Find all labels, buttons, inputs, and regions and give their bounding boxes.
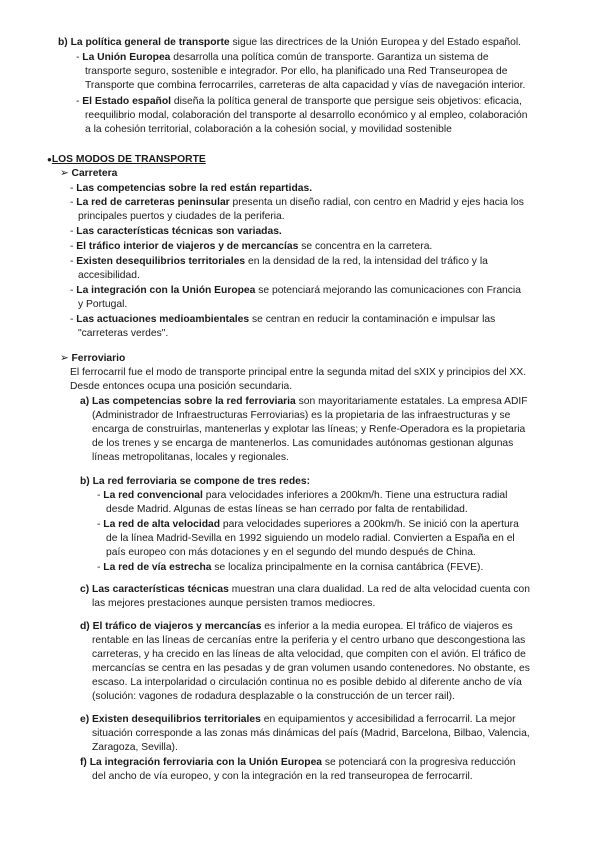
bold-term: La red ferroviaria se compone de tres redes: — [92, 476, 311, 487]
list-marker: e) — [80, 714, 90, 725]
list-marker: d) — [80, 621, 90, 632]
text-line: país europeo con más dotaciones y en el segundo del mundo después de China. — [106, 547, 476, 558]
bold-term: La integración ferroviaria con la Unión Europea — [89, 757, 323, 768]
bold-term: La política general de transporte — [70, 37, 230, 48]
text-line: de la línea Madrid-Sevilla en 1992 siguiendo un modelo radial. Convierten a España en el — [106, 533, 515, 544]
bold-term: La red convencional — [103, 490, 203, 501]
text-line: principales puertos y ciudades de la periferia. — [78, 211, 285, 222]
bullet-icon: ● — [47, 155, 52, 164]
text-line: y Portugal. — [78, 299, 128, 310]
text-span: se potenciará mejorando las comunicaciones con Francia — [255, 285, 521, 296]
bold-term: La red de vía estrecha — [103, 562, 212, 573]
subsection-title: Ferroviario — [71, 353, 126, 364]
item-b — [80, 475, 310, 488]
text-line: de los trenes y se encarga de mantenerlos. Las comunidades autónomas gestionan algunas — [92, 438, 514, 449]
text-span: muestran una clara dualidad. La red de alta velocidad cuenta con — [228, 584, 530, 595]
text-span: se potenciará con la progresiva reducción — [322, 757, 516, 768]
bold-term: El tráfico de viajeros y mercancías — [92, 621, 262, 632]
list-item: - La integración con la Unión Europea se potenciará mejorando las comunicaciones con Francia — [70, 285, 521, 296]
text-line: Desde entonces ocupa una posición secundaria. — [70, 381, 293, 392]
text-span: diseña la política general de transporte que persigue seis objetivos: eficacia, — [171, 96, 522, 107]
text-line: reequilibrio modal, colaboración del transporte al desarrollo económico y al empleo, colaboración — [85, 110, 528, 121]
politica-heading — [58, 36, 521, 49]
bold-term: Las características técnicas son variadas. — [76, 226, 282, 237]
text-span: se centran en reducir la contaminación e impulsar las — [249, 314, 496, 325]
text-line: accesibilidad. — [78, 270, 140, 281]
list-item: - La red de carreteras peninsular presenta un diseño radial, con centro en Madrid y ejes hacia los — [70, 197, 524, 208]
text-span: presenta un diseño radial, con centro en Madrid y ejes hacia los — [229, 197, 524, 208]
text-line: (Administrador de Infraestructuras Ferroviarias) es la propietaria de las infraestructuras y se — [92, 410, 511, 421]
text-line: escaso. La interpolaridad o circulación continua no es posible debido al diferente ancho de vía — [92, 677, 522, 688]
bold-term: Las actuaciones medioambientales — [76, 314, 250, 325]
bold-term: Existen desequilibrios territoriales — [76, 256, 246, 267]
text-line: situación corresponde a las zonas más dinámicas del país (Madrid, Barcelona, Bilbao, Valencia, — [92, 728, 530, 739]
bold-term: El tráfico interior de viajeros y de mercancías — [76, 241, 299, 252]
subsection-title: Carretera — [71, 168, 118, 179]
text-line: Transporte que combina ferrocarriles, carreteras de alta capacidad y vías de navegación interior. — [85, 80, 526, 91]
item-a — [80, 395, 528, 408]
text-span: para velocidades superiores a 200km/h. Se inició con la apertura — [220, 519, 519, 530]
list-marker: b) — [58, 37, 68, 48]
bold-term: Las competencias sobre la red ferroviaria — [92, 396, 296, 407]
sub-item: - La red de alta velocidad para velocidades superiores a 200km/h. Se inició con la apertura — [97, 519, 519, 530]
text-span: se concentra en la carretera. — [298, 241, 433, 252]
text-span: sigue las directrices de la Unión Europea y del Estado español. — [229, 37, 522, 48]
bold-term: La Unión Europea — [82, 52, 171, 63]
bold-term: Existen desequilibrios territoriales — [92, 714, 261, 725]
text-line: las mejores prestaciones aunque persisten tramos mediocres. — [92, 598, 376, 609]
section-heading — [47, 153, 206, 166]
text-span: es inferior a la media europea. El tráfico de viajeros es — [261, 621, 513, 632]
text-span: se localiza principalmente en la cornisa cantábrica (FEVE). — [211, 562, 484, 573]
bold-term: La red de alta velocidad — [103, 519, 221, 530]
text-line: carreteras, y ha crecido en las líneas de alta velocidad, que compiten con el avión. El tráfico de — [92, 649, 526, 660]
item-f — [80, 756, 516, 769]
section-title: LOS MODOS DE TRANSPORTE — [51, 154, 206, 165]
bold-term: Las características técnicas — [92, 584, 229, 595]
list-marker: a) — [80, 396, 90, 407]
text-line: (solución: vagones de rodadura desplazable o la construcción de un tercer rail). — [92, 691, 455, 702]
text-line: a la cohesión territorial, colaboración a la cohesión social, y movilidad sostenible — [85, 124, 452, 135]
list-item: - Las competencias sobre la red están repartidas. — [70, 183, 313, 194]
text-span: en equipamientos y accesibilidad a ferrocarril. La mejor — [260, 714, 516, 725]
list-item: - El tráfico interior de viajeros y de mercancías se concentra en la carretera. — [70, 241, 433, 252]
text-span: son mayoritariamente estatales. La empresa ADIF — [295, 396, 528, 407]
list-marker: c) — [80, 584, 90, 595]
text-line: transporte seguro, sostenible e integrador. Por ello, ha planificado una Red Transeuropea de — [85, 66, 508, 77]
carretera-heading — [60, 167, 117, 180]
text-line: rentable en las líneas de cercanías entre la periferia y el centro urbano que descongestiona las — [92, 635, 526, 646]
text-span: desarrolla una política común de transporte. Garantiza un sistema de — [170, 52, 489, 63]
text-span: para velocidades inferiores a 200km/h. Tiene una estructura radial — [202, 490, 508, 501]
ferroviario-heading — [60, 352, 125, 365]
text-line: Zaragoza, Sevilla). — [92, 742, 178, 753]
text-line: desde Madrid. Algunas de estas líneas se han cerrado por falta de rentabilidad. — [106, 504, 468, 515]
bold-term: Las competencias sobre la red están repartidas. — [76, 183, 313, 194]
list-item: - Las actuaciones medioambientales se centran en reducir la contaminación e impulsar las — [70, 314, 496, 325]
text-line: encarga de construirlas, mantenerlas y explotar las líneas; y Renfe-Operadora es la propietaria — [92, 424, 526, 435]
bold-term: El Estado español — [82, 96, 171, 107]
list-item: - Las características técnicas son variadas. — [70, 226, 282, 237]
text-line: del ancho de vía europeo, y con la integración en la red transeuropea de ferrocarril. — [92, 771, 473, 782]
arrow-icon: ➢ — [60, 353, 69, 364]
list-marker: f) — [80, 757, 87, 768]
text-line: "carreteras verdes". — [78, 328, 169, 339]
list-marker: b) — [80, 476, 90, 487]
sub-item: - La red convencional para velocidades inferiores a 200km/h. Tiene una estructura radial — [97, 490, 508, 501]
bold-term: La integración con la Unión Europea — [76, 285, 256, 296]
list-item: - Existen desequilibrios territoriales en la densidad de la red, la intensidad del tráfico y la — [70, 256, 488, 267]
item-e — [80, 713, 516, 726]
item-d — [80, 620, 513, 633]
sub-item: - La red de vía estrecha se localiza principalmente en la cornisa cantábrica (FEVE). — [97, 562, 484, 573]
text-line: líneas metropolitanas, locales y regionales. — [92, 452, 289, 463]
text-span: en la densidad de la red, la intensidad del tráfico y la — [245, 256, 488, 267]
item-c — [80, 583, 530, 596]
arrow-icon: ➢ — [60, 168, 69, 179]
estado-item: - El Estado español diseña la política general de transporte que persigue seis objetivos: eficacia, — [76, 96, 522, 107]
ue-item: - La Unión Europea desarrolla una política común de transporte. Garantiza un sistema de — [76, 52, 489, 63]
text-line: El ferrocarril fue el modo de transporte principal entre la segunda mitad del sXIX y principios del XX. — [70, 367, 527, 378]
bold-term: La red de carreteras peninsular — [76, 197, 230, 208]
text-line: mercancías se centra en las pesadas y de gran volumen usando contenedores. No obstante, es — [92, 663, 530, 674]
